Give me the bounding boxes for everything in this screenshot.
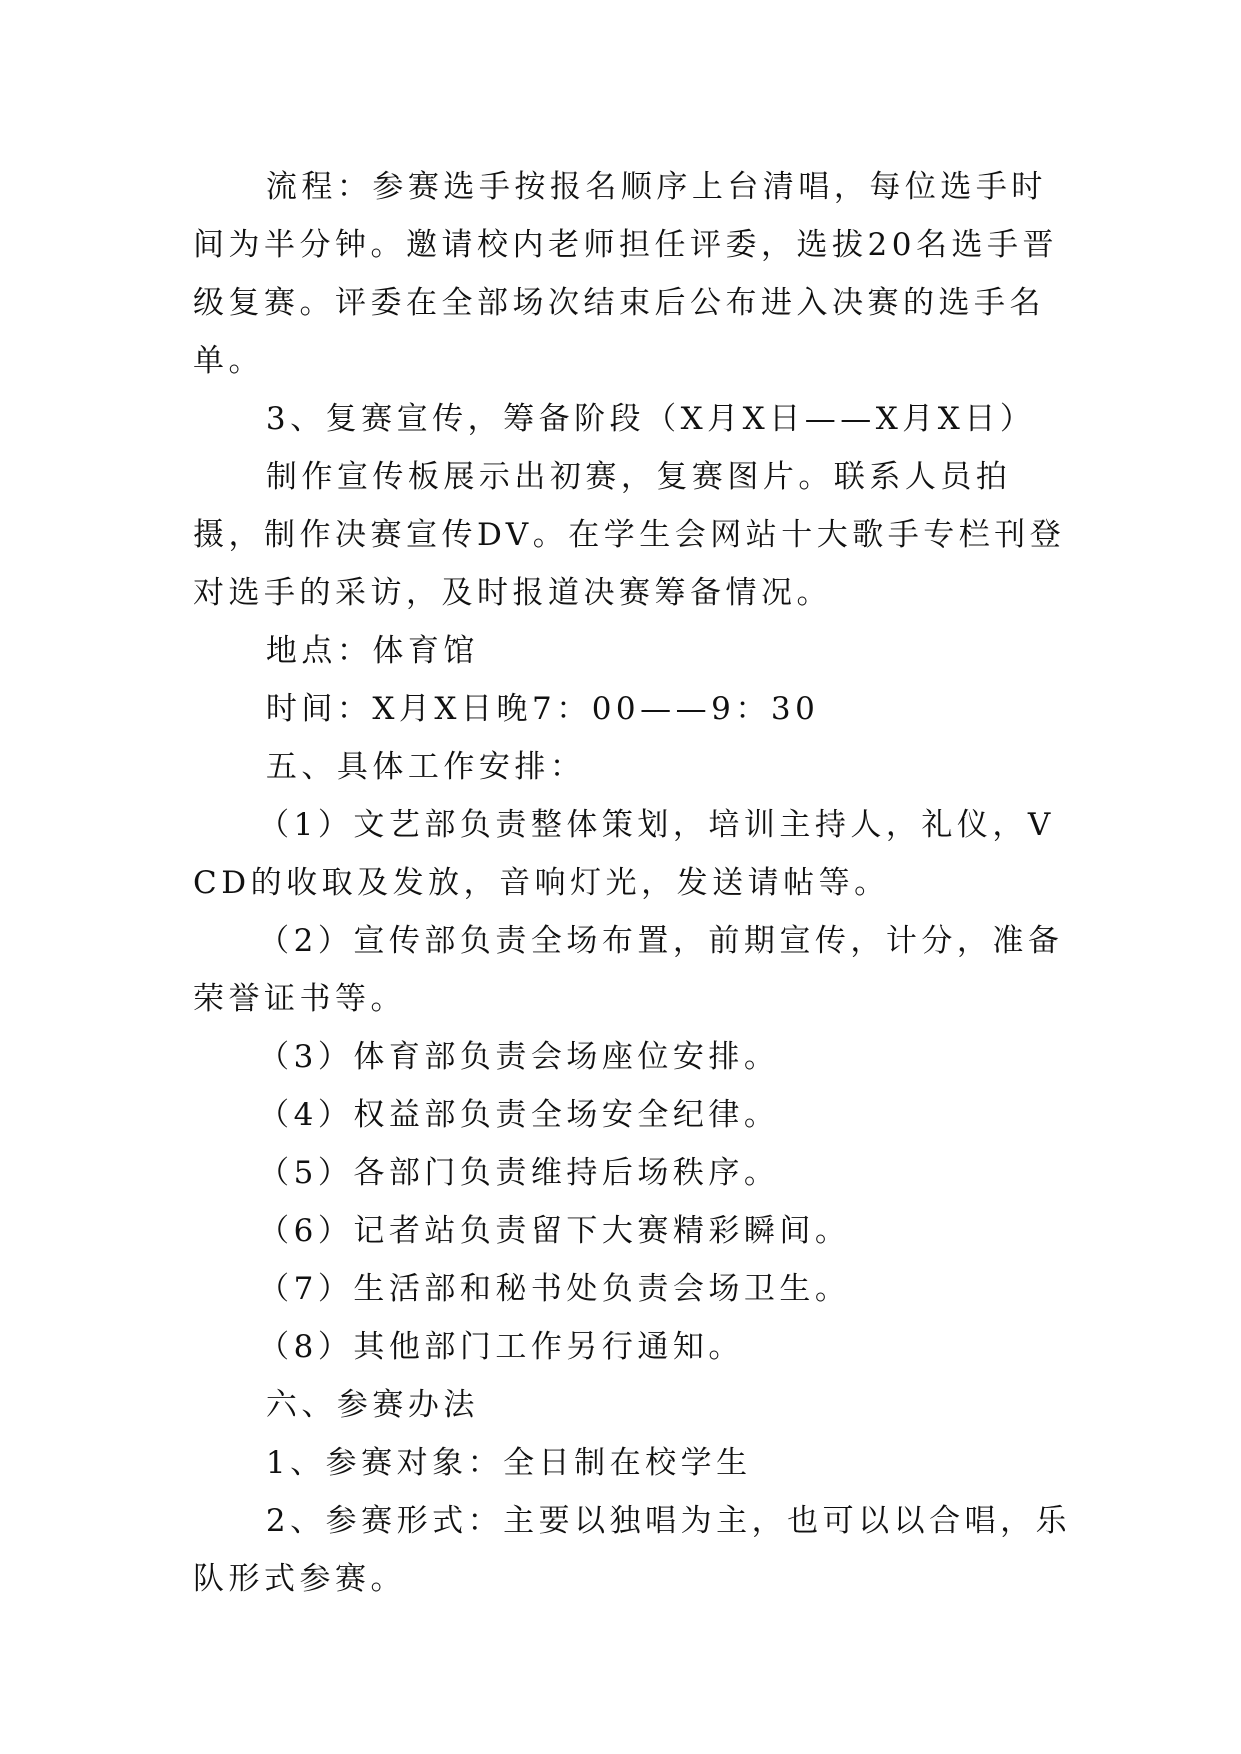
list-item: （3）体育部负责会场座位安排。: [258, 1039, 780, 1075]
list-item: （5）各部门负责维持后场秩序。: [258, 1155, 780, 1191]
paragraph-time: 时间：X月X日晚7：00——9：30: [265, 691, 820, 727]
list-item: （2）宣传部负责全场布置，前期宣传，计分，准备荣誉证书等。: [193, 923, 1064, 1017]
paragraph-eligibility: 1、参赛对象：全日制在校学生: [265, 1445, 752, 1481]
document-body: [193, 158, 1073, 1608]
paragraph-format: 2、参赛形式：主要以独唱为主，也可以以合唱，乐队形式参赛。: [193, 1503, 1072, 1597]
section-heading-participation: 六、参赛办法: [265, 1387, 479, 1423]
list-item: （6）记者站负责留下大赛精彩瞬间。: [258, 1213, 851, 1249]
paragraph-promotion-details: 制作宣传板展示出初赛，复赛图片。联系人员拍摄，制作决赛宣传DV。在学生会网站十大歌手专栏刊登对选手的采访，及时报道决赛筹备情况。: [193, 459, 1066, 611]
list-item: （7）生活部和秘书处负责会场卫生。: [258, 1271, 851, 1307]
list-item: （1）文艺部负责整体策划，培训主持人，礼仪，VCD的收取及发放，音响灯光，发送请帖等。: [193, 807, 1055, 901]
paragraph-process: 流程：参赛选手按报名顺序上台清唱，每位选手时间为半分钟。邀请校内老师担任评委，选拔20名选手晋级复赛。评委在全部场次结束后公布进入决赛的选手名单。: [193, 169, 1058, 379]
section-heading-work-arrangement: 五、具体工作安排：: [265, 749, 586, 785]
list-item: （8）其他部门工作另行通知。: [258, 1329, 744, 1365]
paragraph-venue: 地点：体育馆: [265, 633, 479, 669]
list-item: （4）权益部负责全场安全纪律。: [258, 1097, 780, 1133]
paragraph-semifinal-promotion: 3、复赛宣传，筹备阶段（X月X日——X月X日）: [265, 401, 1036, 437]
